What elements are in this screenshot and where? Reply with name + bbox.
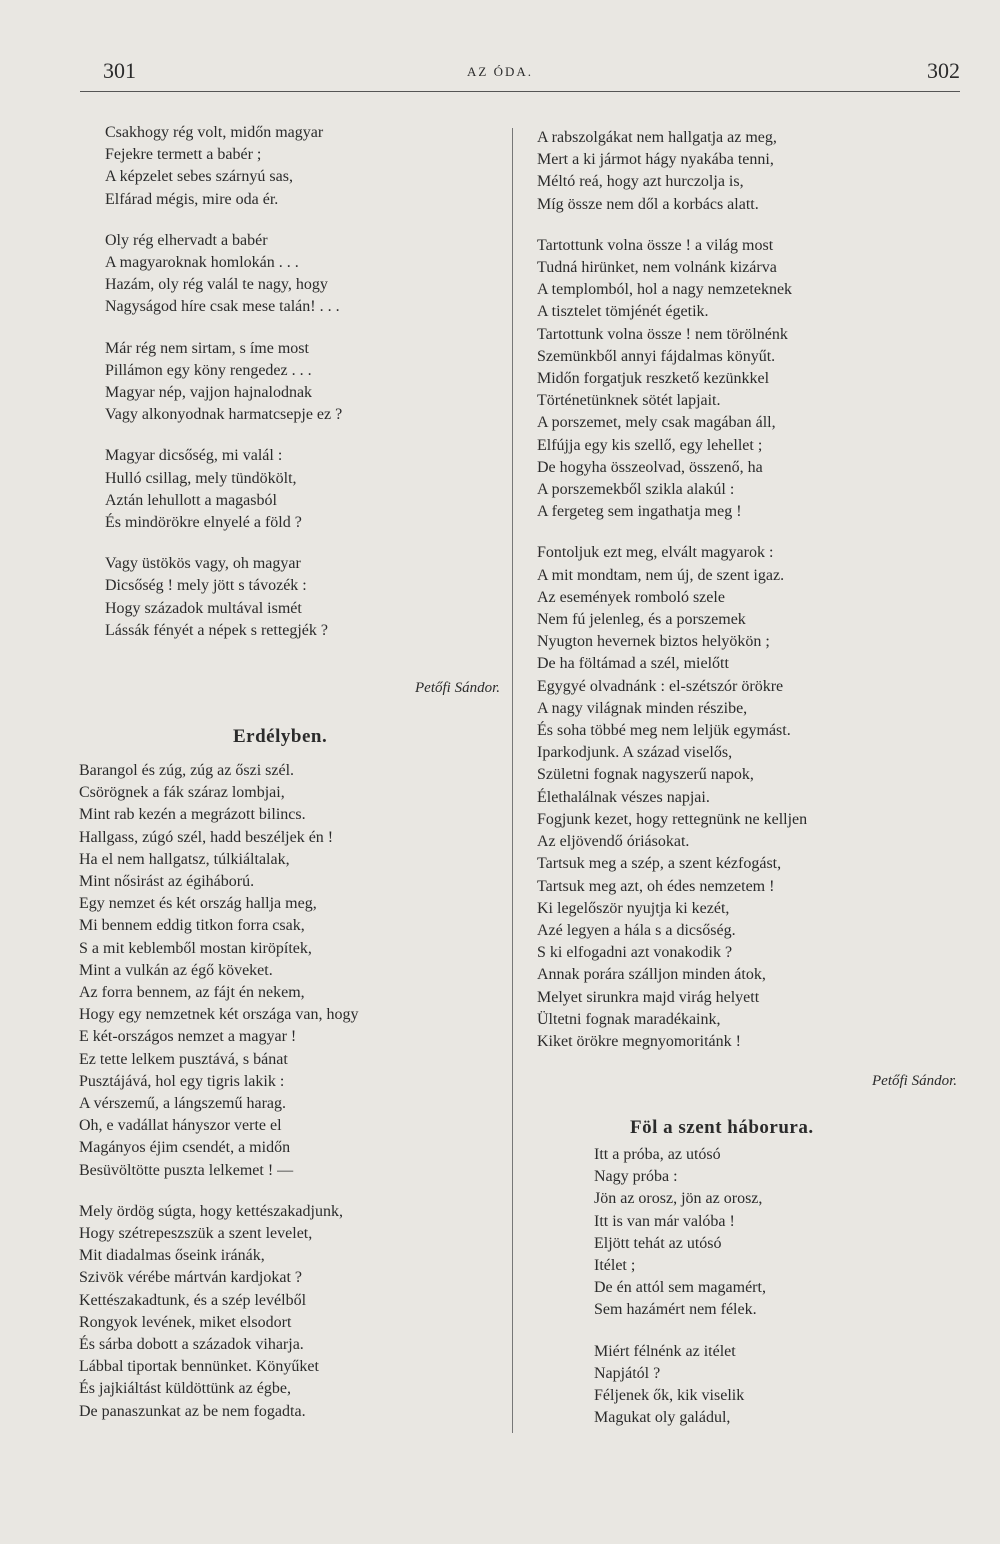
verse-line: Jön az orosz, jön az orosz,: [594, 1190, 763, 1208]
verse-line: Eljött tehát az utósó: [594, 1234, 722, 1252]
verse-line: Lábbal tiportak bennünket. Könyűket: [79, 1358, 319, 1376]
verse-line: Aztán lehullott a magasból: [105, 491, 277, 509]
verse-line: És sárba dobott a századok viharja.: [79, 1336, 304, 1354]
verse-line: Szemünkből annyi fájdalmas könyűt.: [537, 347, 776, 365]
verse-line: Hogy egy nemzetnek két országa van, hogy: [79, 1006, 359, 1024]
verse-line: Féljenek ők, kik viselik: [594, 1387, 745, 1405]
stanza-gap: [537, 523, 807, 542]
verse-line: Tartsuk meg azt, oh édes nemzetem !: [537, 877, 775, 895]
poem-left-top: [105, 122, 342, 642]
verse-line: Kettészakadtunk, és a szép levélből: [79, 1291, 307, 1309]
verse-line: Lássák fényét a népek s rettegjék ?: [105, 621, 329, 639]
verse-line: Oh, e vadállat hányszor verte el: [79, 1117, 282, 1135]
verse-line: Rongyok levének, miket elsodort: [79, 1313, 292, 1331]
verse-line: Míg össze nem dől a korbács alatt.: [537, 195, 759, 213]
verse-line: És mindörökre elnyelé a föld ?: [105, 514, 302, 532]
verse-line: De ha föltámad a szél, mielőtt: [537, 655, 729, 673]
verse-line: Tudná hirünket, nem volnánk kizárva: [537, 259, 777, 277]
verse-line: A fergeteg sem ingathatja meg !: [537, 503, 742, 521]
signature-left: Petőfi Sándor.: [415, 680, 500, 696]
verse-line: Szivök vérébe mártván kardjokat ?: [79, 1269, 303, 1287]
verse-line: Midőn forgatjuk reszkető kezünkkel: [537, 370, 770, 388]
verse-line: Elfárad mégis, mire oda ér.: [105, 190, 279, 208]
verse-line: Mi bennem eddig titkon forra csak,: [79, 917, 305, 935]
verse-line: Pusztájává, hol egy tigris lakik :: [79, 1072, 285, 1090]
verse-line: Oly rég elhervadt a babér: [105, 231, 268, 249]
verse-line: Annak porára szálljon minden átok,: [537, 966, 766, 984]
verse-line: Egygyé olvadnánk : el-szétszór örökre: [537, 677, 784, 695]
verse-line: Születni fognak nagyszerű napok,: [537, 766, 754, 784]
verse-line: Tartottunk volna össze ! a világ most: [537, 236, 774, 254]
verse-line: A tisztelet tömjénét égetik.: [537, 303, 709, 321]
verse-line: Ha el nem hallgatsz, túlkiáltalak,: [79, 850, 290, 868]
left-page-number: 301: [103, 58, 136, 83]
signature-right: Petőfi Sándor.: [872, 1073, 957, 1089]
verse-line: Iparkodjunk. A század viselős,: [537, 744, 733, 762]
verse-line: Csakhogy rég volt, midőn magyar: [105, 124, 324, 141]
verse-line: Ez tette lelkem pusztává, s bánat: [79, 1050, 288, 1068]
verse-line: A képzelet sebes szárnyú sas,: [105, 168, 293, 186]
verse-line: Az eljövendő óriásokat.: [537, 833, 690, 851]
verse-line: Csörögnek a fák száraz lombjai,: [79, 784, 285, 802]
verse-line: De panaszunkat az be nem fogadta.: [79, 1402, 306, 1420]
verse-line: Miért félnénk az itélet: [594, 1342, 736, 1360]
verse-line: Egy nemzet és két ország hallja meg,: [79, 895, 317, 913]
right-page-number: 302: [927, 58, 960, 83]
verse-line: S a mit keblemből mostan kiröpítek,: [79, 939, 312, 957]
verse-line: Már rég nem sirtam, s íme most: [105, 339, 309, 357]
verse-line: Dicsőség ! mely jött s távozék :: [105, 577, 307, 595]
verse-line: Nagy próba :: [594, 1168, 678, 1186]
stanza-gap: [105, 534, 342, 553]
verse-line: Méltó reá, hogy azt hurczolja is,: [537, 173, 744, 191]
verse-line: Történetünknek sötét lapjait.: [537, 392, 721, 410]
stanza-gap: [79, 1182, 358, 1201]
stanza-gap: [537, 216, 807, 235]
verse-line: Nem fú jelenleg, és a porszemek: [537, 611, 746, 629]
verse-line: Kiket örökre megnyomoritánk !: [537, 1032, 741, 1050]
stanza-gap: [105, 211, 342, 230]
verse-line: Napjától ?: [594, 1364, 661, 1382]
verse-line: Hallgass, zúgó szél, hadd beszéljek én !: [79, 828, 334, 846]
verse-line: Nyugton hevernek biztos helyökön ;: [537, 633, 770, 651]
verse-line: Hogy szétrepeszszük a szent levelet,: [79, 1225, 313, 1243]
verse-line: Magányos éjim csendét, a midőn: [79, 1139, 291, 1157]
verse-line: Ki legelőször nyujtja ki kezét,: [537, 899, 730, 917]
verse-line: Fejekre termett a babér ;: [105, 146, 262, 164]
verse-line: Az események romboló szele: [537, 588, 725, 606]
verse-line: Fontoljuk ezt meg, elvált magyarok :: [537, 544, 774, 562]
verse-line: Azé legyen a hála s a dicsőség.: [537, 921, 736, 939]
verse-line: Melyet sirunkra majd virág helyett: [537, 988, 760, 1006]
verse-line: Mint a vulkán az égő köveket.: [79, 961, 273, 979]
verse-line: Sem hazámért nem félek.: [594, 1301, 757, 1319]
column-divider: [512, 128, 513, 1433]
header-rule: [80, 91, 960, 92]
verse-line: Vagy alkonyodnak harmatcsepje ez ?: [105, 406, 343, 424]
verse-line: Tartottunk volna össze ! nem törölnénk: [537, 325, 788, 343]
poem-left-bottom: [79, 760, 358, 1423]
verse-line: Nagyságod híre csak mese talán! . . .: [105, 298, 340, 316]
verse-line: S ki elfogadni azt vonakodik ?: [537, 944, 733, 962]
verse-line: Itt is van már valóba !: [594, 1212, 735, 1230]
verse-line: Magyar dicsőség, mi valál :: [105, 447, 283, 465]
verse-line: A porszemet, mely csak magában áll,: [537, 414, 776, 432]
verse-line: Magyar nép, vajjon hajnalodnak: [105, 384, 313, 402]
verse-line: Az forra bennem, az fájt én nekem,: [79, 984, 305, 1002]
verse-line: És jajkiáltást küldöttünk az égbe,: [79, 1380, 291, 1398]
verse-line: A mit mondtam, nem új, de szent igaz.: [537, 566, 785, 584]
verse-line: A magyaroknak homlokán . . .: [105, 254, 299, 272]
verse-line: Fogjunk kezet, hogy rettegnünk ne kelljen: [537, 810, 808, 828]
verse-line: Élethalálnak vészes napjai.: [537, 788, 710, 806]
verse-line: Magukat oly galádul,: [594, 1409, 731, 1427]
verse-line: Pillámon egy köny rengedez . . .: [105, 361, 312, 379]
verse-line: A rabszolgákat nem hallgatja az meg,: [537, 129, 777, 146]
verse-line: És soha többé meg nem leljük egymást.: [537, 722, 791, 740]
poem-right-top: [537, 127, 807, 1053]
verse-line: Hazám, oly rég valál te nagy, hogy: [105, 276, 328, 294]
verse-line: Mint rab kezén a megrázott bilincs.: [79, 806, 306, 824]
verse-line: A porszemekből szikla alakúl :: [537, 481, 735, 499]
verse-line: A nagy világnak minden részibe,: [537, 699, 748, 717]
verse-line: A templomból, hol a nagy nemzeteknek: [537, 281, 793, 299]
verse-line: Tartsuk meg a szép, a szent kézfogást,: [537, 855, 782, 873]
verse-line: Itt a próba, az utósó: [594, 1146, 721, 1163]
verse-line: Barangol és zúg, zúg az őszi szél.: [79, 762, 295, 779]
verse-line: Ültetni fognak maradékaink,: [537, 1010, 721, 1028]
poem-title-erdelyben: Erdélyben.: [233, 726, 328, 747]
verse-line: De én attól sem magamért,: [594, 1279, 766, 1297]
verse-line: Hogy századok multával ismét: [105, 599, 302, 617]
verse-line: Hulló csillag, mely tündökölt,: [105, 469, 297, 487]
stanza-gap: [105, 319, 342, 338]
verse-line: A vérszemű, a lángszemű harag.: [79, 1095, 287, 1113]
verse-line: De hogyha összeolvad, összenő, ha: [537, 458, 763, 476]
verse-line: Elfújja egy kis szellő, egy lehellet ;: [537, 436, 763, 454]
verse-line: Itélet ;: [594, 1257, 636, 1275]
verse-line: Mert a ki jármot hágy nyakába tenni,: [537, 151, 774, 169]
poem-title-fol-a-szent-haborura: Föl a szent háborura.: [630, 1117, 814, 1138]
verse-line: E két-országos nemzet a magyar !: [79, 1028, 297, 1046]
verse-line: Besüvöltötte puszta lelkemet ! —: [79, 1161, 294, 1179]
verse-line: Vagy üstökös vagy, oh magyar: [105, 555, 301, 573]
poem-right-bottom: [594, 1144, 766, 1429]
verse-line: Mely ördög súgta, hogy kettészakadjunk,: [79, 1202, 343, 1220]
stanza-gap: [594, 1322, 766, 1341]
verse-line: Mit diadalmas őseink iránák,: [79, 1247, 265, 1265]
verse-line: Mint nősirást az égiháború.: [79, 873, 255, 891]
running-title: AZ ÓDA.: [467, 64, 533, 79]
stanza-gap: [105, 426, 342, 445]
page-header: [0, 58, 1000, 92]
